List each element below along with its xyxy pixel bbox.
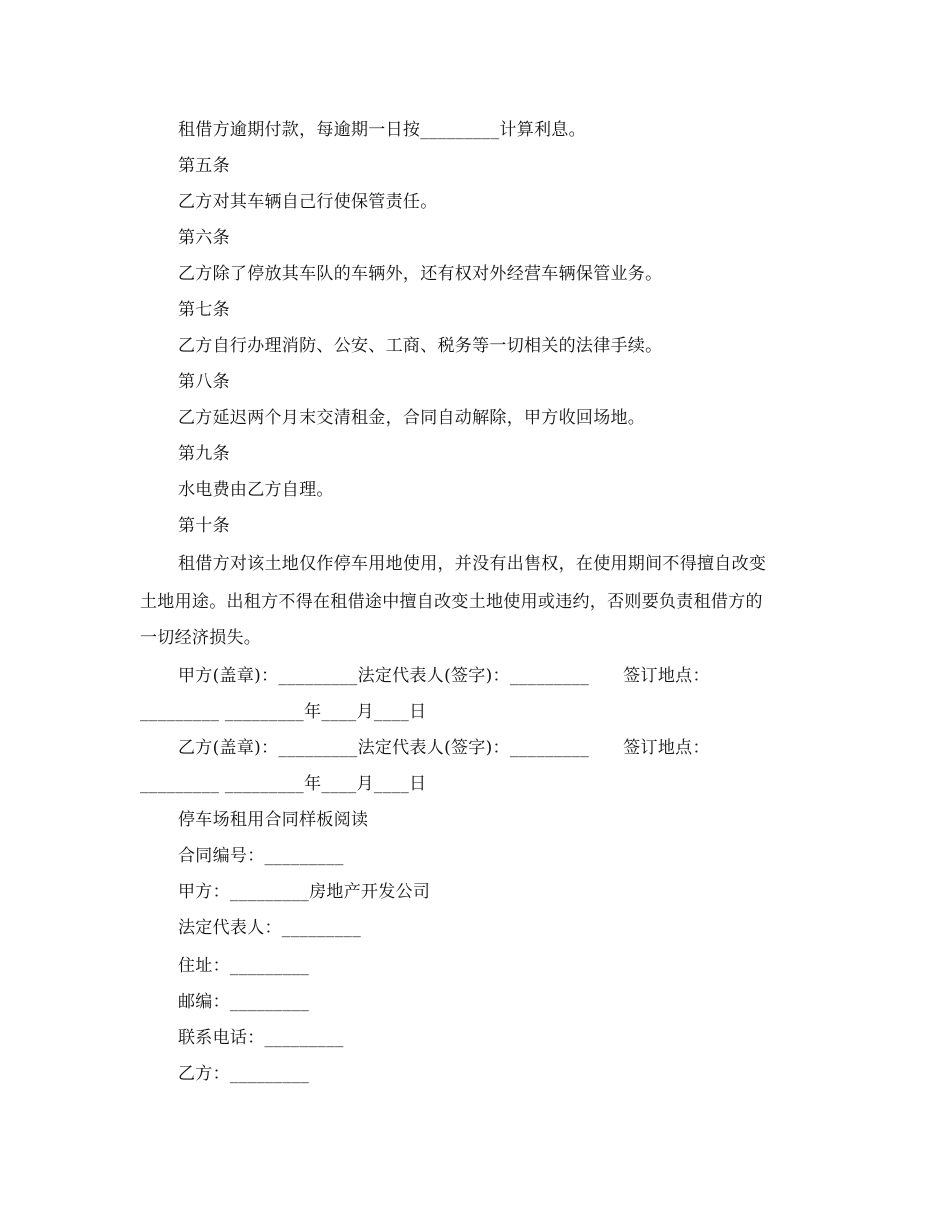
section-title-sample-contract: 停车场租用合同样板阅读	[178, 810, 369, 830]
text-line-rent-delay: 乙方延迟两个月末交清租金，合同自动解除，甲方收回场地。	[178, 408, 646, 428]
article-heading-10: 第十条	[178, 516, 230, 536]
text-line-utilities: 水电费由乙方自理。	[178, 480, 334, 500]
field-phone: 联系电话：_________	[178, 1028, 344, 1048]
signature-date-b: _________ _________年____月____日	[140, 774, 427, 794]
field-postcode: 邮编：_________	[178, 992, 310, 1012]
field-address: 住址：_________	[178, 956, 310, 976]
text-line-legal-procedures: 乙方自行办理消防、公安、工商、税务等一切相关的法律手续。	[178, 336, 663, 356]
text-line-parking-business: 乙方除了停放其车队的车辆外，还有权对外经营车辆保管业务。	[178, 264, 663, 284]
field-party-a: 甲方：_________房地产开发公司	[178, 882, 431, 902]
signature-date-a: _________ _________年____月____日	[140, 702, 427, 722]
text-line-land-use-1: 租借方对该土地仅作停车用地使用，并没有出售权，在使用期间不得擅自改变	[178, 554, 767, 574]
signature-party-b: 乙方(盖章)：_________法定代表人(签字)：_________ 签订地点：	[178, 738, 710, 758]
text-line-land-use-2: 土地用途。出租方不得在租借途中擅自改变土地使用或违约，否则要负责租借方的	[140, 592, 763, 612]
article-heading-7: 第七条	[178, 300, 230, 320]
field-legal-representative: 法定代表人：_________	[178, 918, 361, 938]
article-heading-5: 第五条	[178, 156, 230, 176]
text-line-overdue-interest: 租借方逾期付款，每逾期一日按_________计算利息。	[178, 120, 586, 140]
signature-party-a: 甲方(盖章)：_________法定代表人(签字)：_________ 签订地点：	[178, 666, 710, 686]
text-line-land-use-3: 一切经济损失。	[140, 628, 262, 648]
article-heading-6: 第六条	[178, 228, 230, 248]
text-line-vehicle-custody: 乙方对其车辆自己行使保管责任。	[178, 192, 438, 212]
article-heading-8: 第八条	[178, 372, 230, 392]
field-party-b: 乙方：_________	[178, 1064, 310, 1084]
article-heading-9: 第九条	[178, 444, 230, 464]
field-contract-number: 合同编号：_________	[178, 846, 344, 866]
